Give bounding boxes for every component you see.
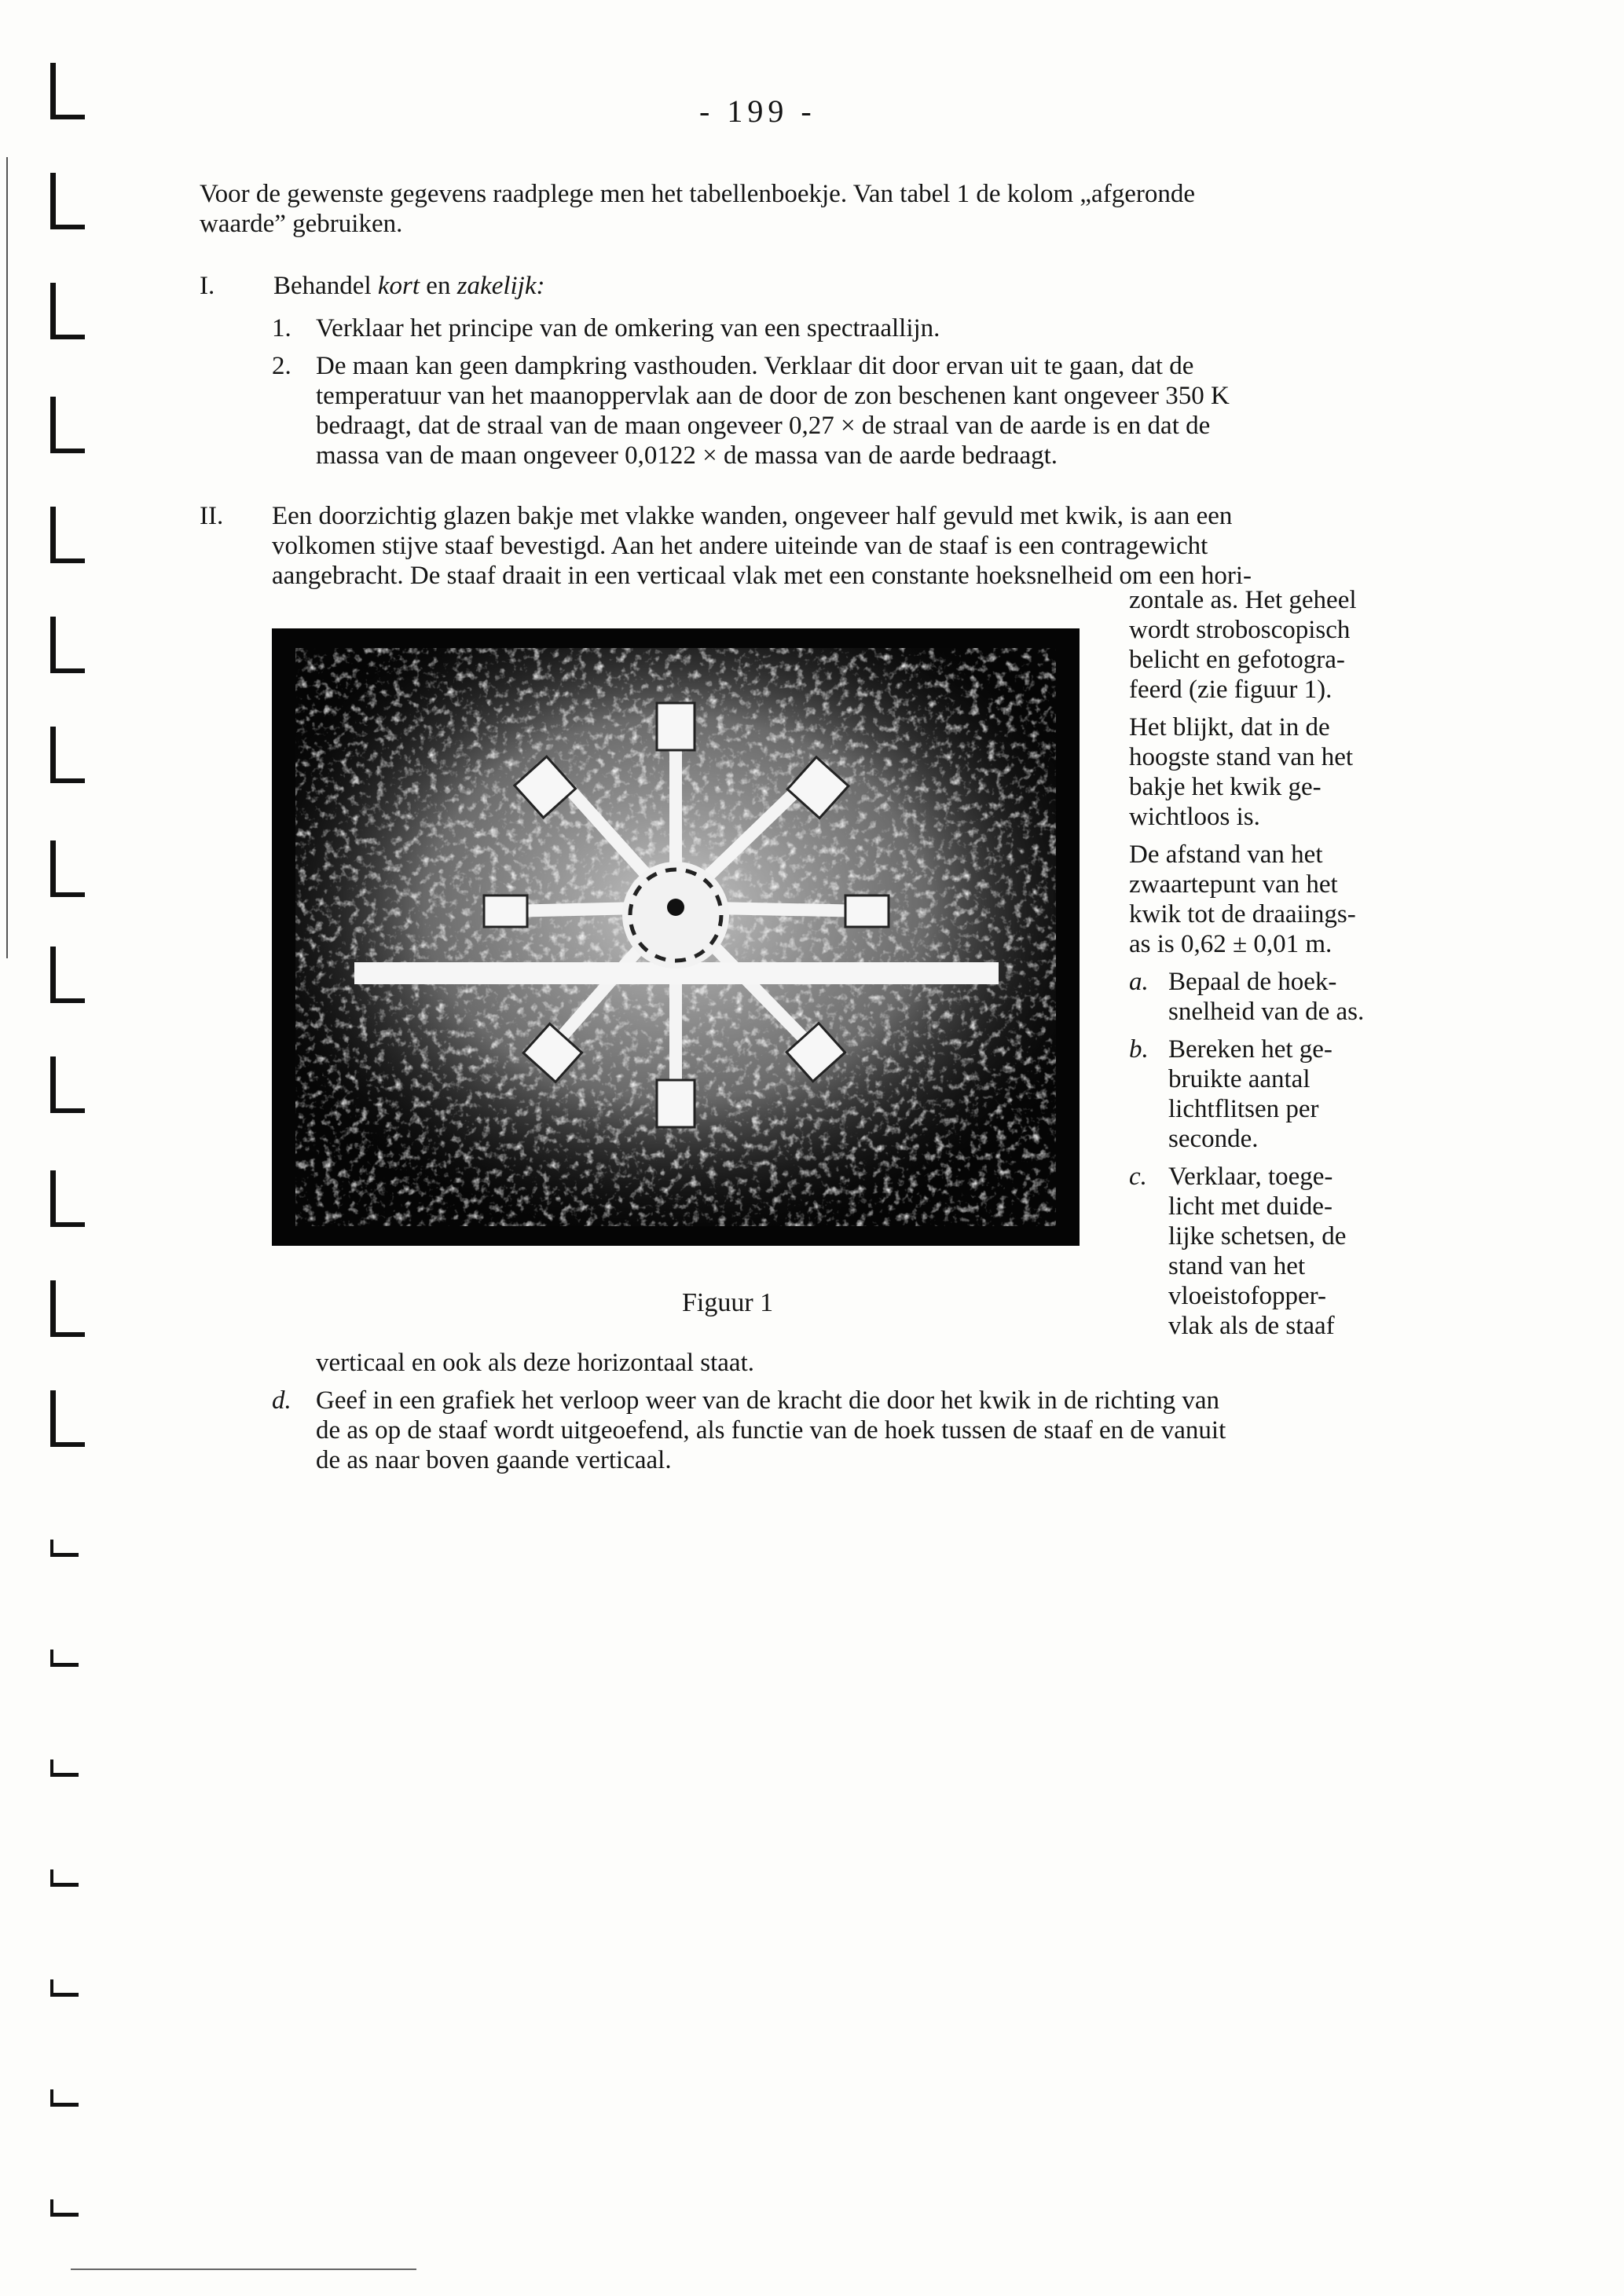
bottom-rule bbox=[71, 2269, 416, 2270]
margin-mark bbox=[50, 1979, 60, 1997]
margin-mark bbox=[50, 173, 62, 229]
page-number: - 199 - bbox=[699, 93, 816, 129]
margin-mark bbox=[50, 1056, 62, 1113]
continuation-text: verticaal en ook als deze horizontaal staat. bbox=[316, 1349, 754, 1377]
margin-mark bbox=[50, 1650, 60, 1667]
margin-mark bbox=[50, 1390, 62, 1447]
side-column-text bbox=[1129, 585, 1364, 1349]
question-1-text: Verklaar het principe van de omkering van een spectraallijn. bbox=[316, 314, 940, 342]
question-1-number: 1. bbox=[272, 314, 291, 342]
binder-margin-marks bbox=[35, 0, 105, 2296]
margin-mark bbox=[50, 2089, 60, 2107]
margin-mark bbox=[50, 617, 62, 673]
question-2-text: De maan kan geen dampkring vasthouden. Verklaar dit door ervan uit te gaan, dat de temperatuur van het maanoppervlak aan de door de zon beschenen kant ongeveer 350 K bedraagt, dat de straal van de maan ongeveer 0,27 × de straal van de aarde is en dat de massa van de maan ongeveer 0,0122 × de massa van de aarde bedraagt. bbox=[316, 352, 1230, 470]
margin-mark bbox=[50, 840, 62, 897]
section-1-label: I. bbox=[200, 272, 215, 300]
margin-mark bbox=[50, 727, 62, 783]
sub-question-d-label: d. bbox=[272, 1386, 291, 1415]
margin-mark bbox=[50, 283, 62, 339]
sub-question-a: a. Bepaal de hoek- snelheid van de as. bbox=[1129, 968, 1365, 1026]
stroboscopic-rotation-photo bbox=[272, 628, 1080, 1246]
section-1-title: Behandel kort en zakelijk: bbox=[273, 272, 545, 300]
margin-mark bbox=[50, 63, 62, 119]
margin-mark bbox=[50, 1869, 60, 1887]
margin-mark bbox=[50, 2199, 60, 2217]
margin-mark bbox=[50, 397, 62, 453]
section-2-text: Een doorzichtig glazen bakje met vlakke wanden, ongeveer half gevuld met kwik, is aan een volkomen stijve staaf bevestigd. Aan het andere uiteinde van de staaf is een contragewicht aangebracht. De staaf draait in een verticaal vlak met een constante hoeksnelheid om een hori- bbox=[272, 502, 1252, 590]
margin-mark bbox=[50, 1170, 62, 1227]
sub-question-d-text: Geef in een grafiek het verloop weer van de kracht die door het kwik in de richting van de as op de staaf wordt uitgeoefend, als functie van de hoek tussen de staaf en de vanuit de as naar boven gaande verticaal. bbox=[316, 1386, 1226, 1474]
question-2-number: 2. bbox=[272, 352, 291, 380]
side-paragraph: Het blijkt, dat in de hoogste stand van het bakje het kwik ge- wichtloos is. bbox=[1129, 713, 1354, 831]
margin-mark bbox=[50, 1540, 60, 1557]
margin-mark bbox=[50, 507, 62, 563]
sub-question-c: c. Verklaar, toege- licht met duide- lijke schetsen, de stand van het vloeistofopper- vlak als de staaf bbox=[1129, 1163, 1347, 1340]
side-paragraph: zontale as. Het geheel wordt stroboscopisch belicht en gefotogra- feerd (zie figuur 1). bbox=[1129, 586, 1357, 704]
margin-mark bbox=[50, 947, 62, 1003]
sub-question-b: b. Bereken het ge- bruikte aantal lichtflitsen per seconde. bbox=[1129, 1035, 1333, 1153]
figure-1-photograph bbox=[272, 628, 1080, 1246]
figure-caption: Figuur 1 bbox=[682, 1288, 774, 1317]
margin-mark bbox=[50, 1280, 62, 1337]
page-edge-line bbox=[6, 157, 8, 958]
section-2-label: II. bbox=[200, 502, 224, 530]
intro-text: Voor de gewenste gegevens raadplege men het tabellenboekje. Van tabel 1 de kolom „afgeronde waarde” gebruiken. bbox=[200, 180, 1195, 238]
margin-mark bbox=[50, 1760, 60, 1777]
side-paragraph: De afstand van het zwaartepunt van het kwik tot de draaiings- as is 0,62 ± 0,01 m. bbox=[1129, 840, 1356, 958]
